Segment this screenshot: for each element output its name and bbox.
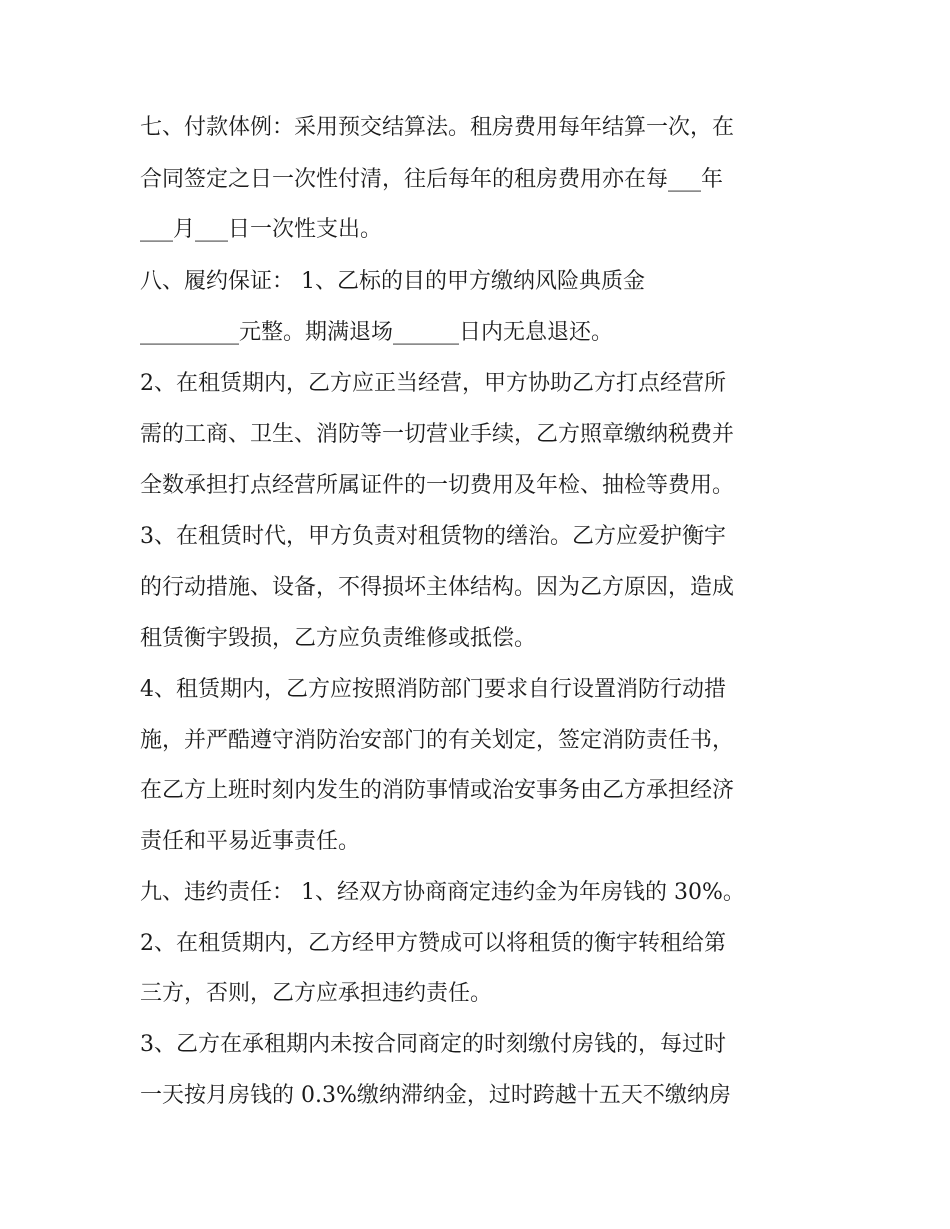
text-line: 2、在租赁期内，乙方经甲方赞成可以将租赁的衡宇转租给第 bbox=[140, 931, 726, 956]
text-line: 3、乙方在承租期内未按合同商定的时刻缴付房钱的，每过时 bbox=[140, 1032, 726, 1057]
text-line: 3、在租赁时代，甲方负责对租赁物的缮治。乙方应爱护衡宇 bbox=[140, 524, 726, 549]
text-line: 三方，否则，乙方应承担违约责任。 bbox=[140, 981, 493, 1006]
text-line: 租赁衡宇毁损，乙方应负责维修或抵偿。 bbox=[140, 626, 537, 651]
text-line: _________元整。期满退场______日内无息退还。 bbox=[140, 320, 614, 345]
text-line: 九、违约责任： 1、经双方协商商定违约金为年房钱的 30%。 bbox=[140, 880, 745, 905]
text-line: 需的工商、卫生、消防等一切营业手续，乙方照章缴纳税费并 bbox=[140, 422, 735, 447]
text-line: 七、付款体例：采用预交结算法。租房费用每年结算一次，在 bbox=[140, 115, 735, 140]
text-line: 八、履约保证： 1、乙标的目的甲方缴纳风险典质金 bbox=[140, 269, 645, 294]
text-line: 的行动措施、设备，不得损坏主体结构。因为乙方原因，造成 bbox=[140, 575, 735, 600]
text-line: 4、租赁期内，乙方应按照消防部门要求自行设置消防行动措 bbox=[140, 677, 726, 702]
text-line: 责任和平易近事责任。 bbox=[140, 829, 361, 854]
text-line: 一天按月房钱的 0.3%缴纳滞纳金，过时跨越十五天不缴纳房 bbox=[140, 1083, 731, 1108]
text-line: 合同签定之日一次性付清，往后每年的租房费用亦在每___年 bbox=[140, 167, 724, 192]
text-line: 全数承担打点经营所属证件的一切费用及年检、抽检等费用。 bbox=[140, 473, 735, 498]
text-line: 施，并严酷遵守消防治安部门的有关划定，签定消防责任书， bbox=[140, 728, 735, 753]
text-line: 在乙方上班时刻内发生的消防事情或治安事务由乙方承担经济 bbox=[140, 778, 735, 803]
text-line: 2、在租赁期内，乙方应正当经营，甲方协助乙方打点经营所 bbox=[140, 371, 726, 396]
text-line: ___月___日一次性支出。 bbox=[140, 217, 383, 242]
